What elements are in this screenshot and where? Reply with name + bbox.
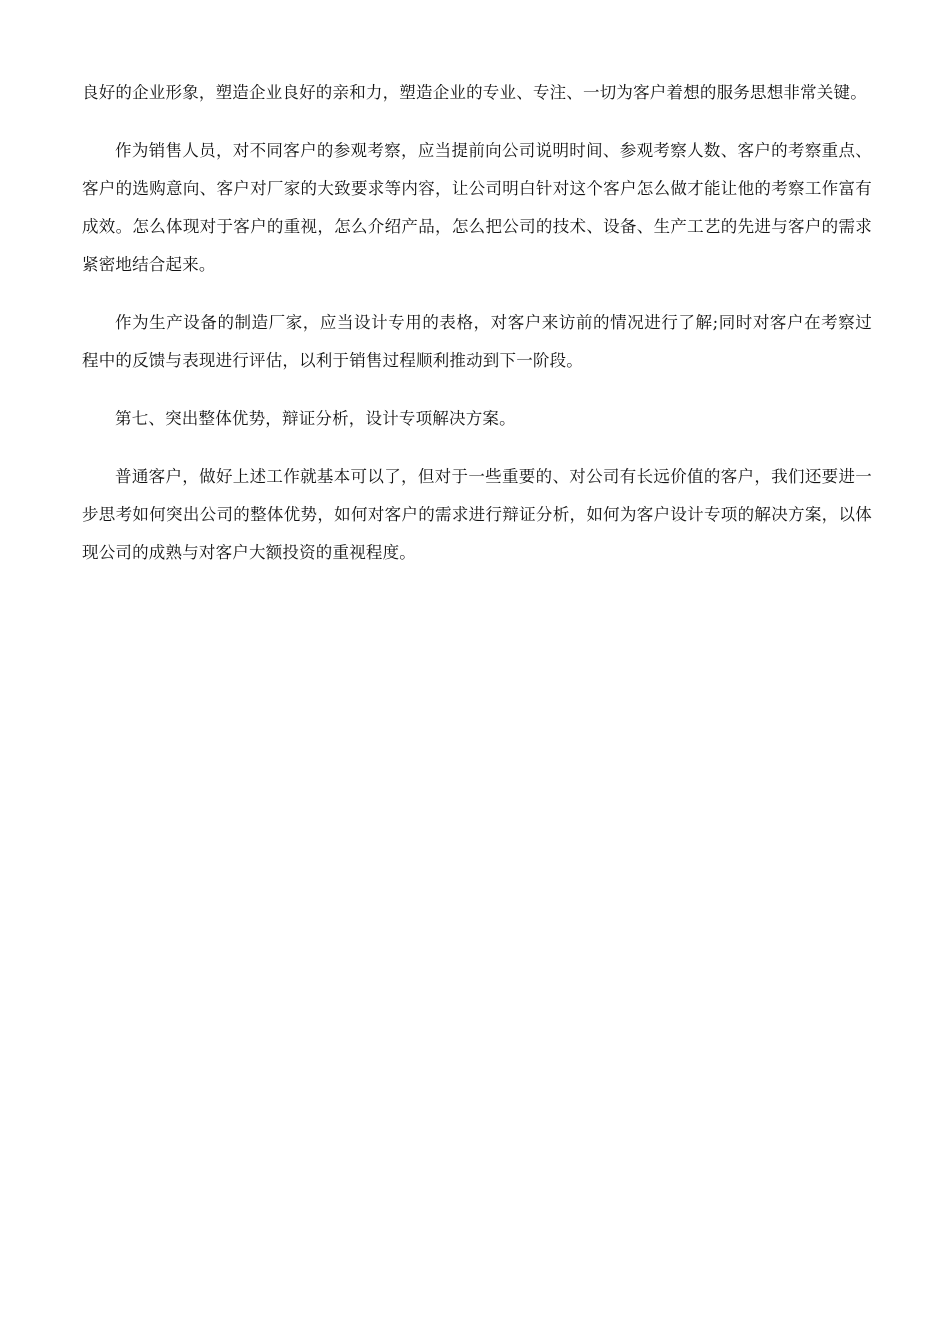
section-heading-seven: 第七、突出整体优势，辩证分析，设计专项解决方案。 — [115, 409, 516, 428]
paragraph-continuation: 良好的企业形象，塑造企业良好的亲和力，塑造企业的专业、专注、一切为客户着想的服务思想非常关键。 — [82, 83, 867, 102]
document-page — [82, 74, 872, 592]
paragraph-manufacturer: 作为生产设备的制造厂家，应当设计专用的表格，对客户来访前的情况进行了解;同时对客户在考察过程中的反馈与表现进行评估，以利于销售过程顺利推动到下一阶段。 — [82, 313, 872, 370]
paragraph-regular-clients: 普通客户，做好上述工作就基本可以了，但对于一些重要的、对公司有长远价值的客户，我们还要进一步思考如何突出公司的整体优势，如何对客户的需求进行辩证分析，如何为客户设计专项的解决方案，以体现公司的成熟与对客户大额投资的重视程度。 — [82, 467, 872, 562]
paragraph-sales-staff: 作为销售人员，对不同客户的参观考察，应当提前向公司说明时间、参观考察人数、客户的考察重点、客户的选购意向、客户对厂家的大致要求等内容，让公司明白针对这个客户怎么做才能让他的考察工作富有成效。怎么体现对于客户的重视，怎么介绍产品，怎么把公司的技术、设备、生产工艺的先进与客户的需求紧密地结合起来。 — [82, 141, 872, 274]
